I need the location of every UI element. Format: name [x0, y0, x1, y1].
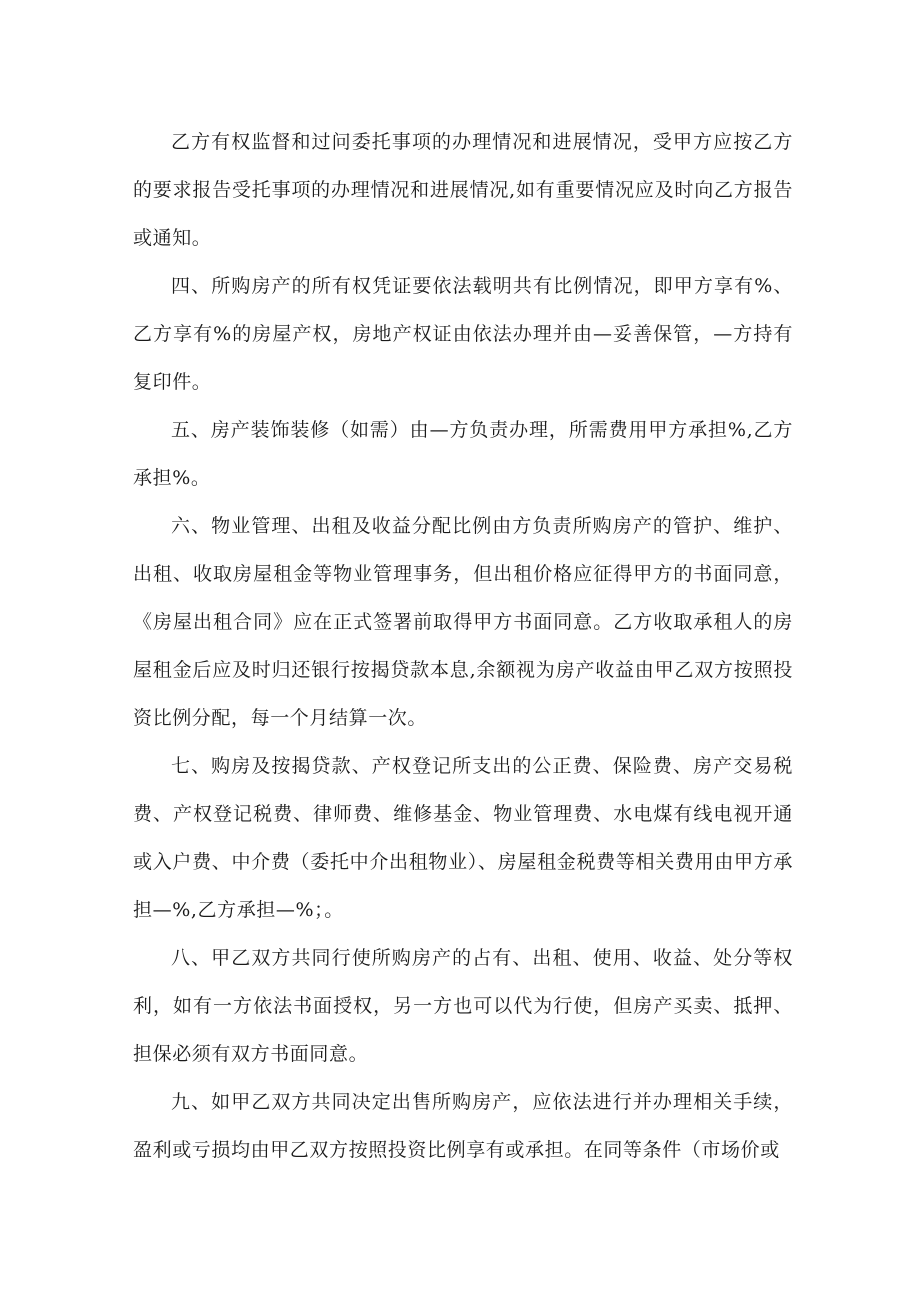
paragraph-clause-7: 七、购房及按揭贷款、产权登记所支出的公正费、保险费、房产交易税费、产权登记税费、律师费、维修基金、物业管理费、水电煤有线电视开通或入户费、中介费（委托中介出租物业）、房屋租金税费等相关费用由甲方承担—%,乙方承担—%；。 — [133, 755, 793, 921]
paragraph-clause-4: 四、所购房产的所有权凭证要依法载明共有比例情况，即甲方享有%、乙方享有%的房屋产权，房地产权证由依法办理并由—妥善保管，—方持有复印件。 — [133, 275, 793, 393]
paragraph-supervision: 乙方有权监督和过问委托事项的办理情况和进展情况，受甲方应按乙方的要求报告受托事项的办理情况和进展情况,如有重要情况应及时向乙方报告或通知。 — [133, 131, 793, 249]
paragraph-clause-6: 六、物业管理、出租及收益分配比例由方负责所购房产的管护、维护、出租、收取房屋租金等物业管理事务，但出租价格应征得甲方的书面同意，《房屋出租合同》应在正式签署前取得甲方书面同意。乙方收取承租人的房屋租金后应及时归还银行按揭贷款本息,余额视为房产收益由甲乙双方按照投资比例分配，每一个月结算一次。 — [133, 515, 793, 729]
paragraph-clause-8: 八、甲乙双方共同行使所购房产的占有、出租、使用、收益、处分等权利，如有一方依法书面授权，另一方也可以代为行使，但房产买卖、抵押、担保必须有双方书面同意。 — [133, 947, 793, 1065]
document-body — [133, 118, 793, 1174]
paragraph-clause-9: 九、如甲乙双方共同决定出售所购房产，应依法进行并办理相关手续，盈利或亏损均由甲乙双方按照投资比例享有或承担。在同等条件（市场价或 — [133, 1091, 793, 1161]
paragraph-clause-5: 五、房产装饰装修（如需）由—方负责办理，所需费用甲方承担%,乙方承担%。 — [133, 419, 793, 489]
